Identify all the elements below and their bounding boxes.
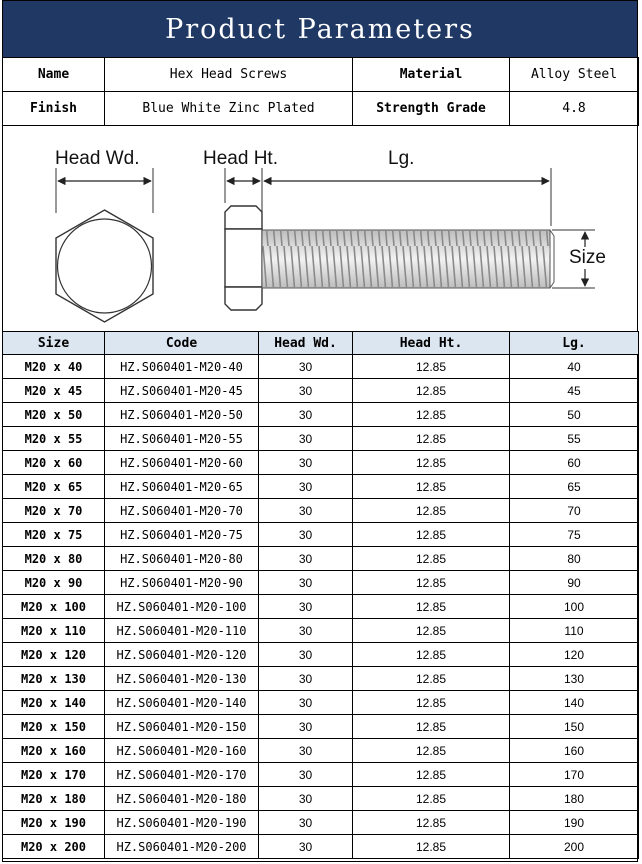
table-row bbox=[3, 547, 639, 571]
head-ht-cell: 12.85 bbox=[353, 355, 510, 379]
code-cell: HZ.S060401-M20-150 bbox=[105, 715, 259, 739]
head-wd-cell: 30 bbox=[259, 571, 353, 595]
lg-cell: 190 bbox=[510, 811, 639, 835]
bolt-side-view bbox=[225, 168, 595, 310]
head-wd-cell: 30 bbox=[259, 667, 353, 691]
code-cell: HZ.S060401-M20-110 bbox=[105, 619, 259, 643]
head-wd-cell: 30 bbox=[259, 811, 353, 835]
lg-cell: 150 bbox=[510, 715, 639, 739]
head-height-label: Head Ht. bbox=[203, 148, 278, 169]
code-cell: HZ.S060401-M20-100 bbox=[105, 595, 259, 619]
size-cell: M20 x 75 bbox=[3, 523, 105, 547]
table-row bbox=[3, 595, 639, 619]
bolt-diagram bbox=[2, 126, 638, 331]
head-wd-cell: 30 bbox=[259, 403, 353, 427]
head-wd-cell: 30 bbox=[259, 379, 353, 403]
size-cell: M20 x 55 bbox=[3, 427, 105, 451]
table-row bbox=[3, 643, 639, 667]
size-cell: M20 x 40 bbox=[3, 355, 105, 379]
lg-cell: 110 bbox=[510, 619, 639, 643]
table-row bbox=[3, 835, 639, 859]
table-row bbox=[3, 811, 639, 835]
head-wd-cell: 30 bbox=[259, 499, 353, 523]
product-info-table bbox=[2, 57, 639, 126]
lg-cell: 90 bbox=[510, 571, 639, 595]
lg-cell: 65 bbox=[510, 475, 639, 499]
head-ht-cell: 12.85 bbox=[353, 523, 510, 547]
finish-label: Finish bbox=[3, 92, 105, 126]
lg-cell: 180 bbox=[510, 787, 639, 811]
head-ht-cell: 12.85 bbox=[353, 595, 510, 619]
size-cell: M20 x 110 bbox=[3, 619, 105, 643]
head-wd-cell: 30 bbox=[259, 691, 353, 715]
lg-cell: 200 bbox=[510, 835, 639, 859]
table-row bbox=[3, 739, 639, 763]
lg-cell: 75 bbox=[510, 523, 639, 547]
size-cell: M20 x 150 bbox=[3, 715, 105, 739]
table-row bbox=[3, 787, 639, 811]
lg-cell: 45 bbox=[510, 379, 639, 403]
lg-cell: 130 bbox=[510, 667, 639, 691]
size-cell: M20 x 80 bbox=[3, 547, 105, 571]
size-cell: M20 x 70 bbox=[3, 499, 105, 523]
column-header-head-wd: Head Wd. bbox=[259, 332, 353, 355]
head-ht-cell: 12.85 bbox=[353, 403, 510, 427]
head-width-label: Head Wd. bbox=[55, 148, 140, 169]
head-ht-cell: 12.85 bbox=[353, 763, 510, 787]
code-cell: HZ.S060401-M20-190 bbox=[105, 811, 259, 835]
table-row bbox=[3, 403, 639, 427]
lg-cell: 160 bbox=[510, 739, 639, 763]
size-cell: M20 x 50 bbox=[3, 403, 105, 427]
code-cell: HZ.S060401-M20-65 bbox=[105, 475, 259, 499]
lg-cell: 50 bbox=[510, 403, 639, 427]
table-row bbox=[3, 475, 639, 499]
table-row bbox=[3, 379, 639, 403]
head-ht-cell: 12.85 bbox=[353, 571, 510, 595]
page-title: Product Parameters bbox=[165, 13, 475, 45]
code-cell: HZ.S060401-M20-40 bbox=[105, 355, 259, 379]
lg-cell: 170 bbox=[510, 763, 639, 787]
size-cell: M20 x 160 bbox=[3, 739, 105, 763]
head-ht-cell: 12.85 bbox=[353, 379, 510, 403]
head-wd-cell: 30 bbox=[259, 355, 353, 379]
head-ht-cell: 12.85 bbox=[353, 427, 510, 451]
lg-cell: 80 bbox=[510, 547, 639, 571]
lg-cell: 100 bbox=[510, 595, 639, 619]
size-cell: M20 x 190 bbox=[3, 811, 105, 835]
code-cell: HZ.S060401-M20-45 bbox=[105, 379, 259, 403]
code-cell: HZ.S060401-M20-90 bbox=[105, 571, 259, 595]
size-cell: M20 x 60 bbox=[3, 451, 105, 475]
code-cell: HZ.S060401-M20-130 bbox=[105, 667, 259, 691]
head-wd-cell: 30 bbox=[259, 739, 353, 763]
head-wd-cell: 30 bbox=[259, 715, 353, 739]
head-ht-cell: 12.85 bbox=[353, 667, 510, 691]
size-cell: M20 x 90 bbox=[3, 571, 105, 595]
table-row bbox=[3, 667, 639, 691]
code-cell: HZ.S060401-M20-75 bbox=[105, 523, 259, 547]
head-wd-cell: 30 bbox=[259, 475, 353, 499]
head-ht-cell: 12.85 bbox=[353, 499, 510, 523]
size-cell: M20 x 120 bbox=[3, 643, 105, 667]
strength-grade-label: Strength Grade bbox=[353, 92, 510, 126]
lg-cell: 140 bbox=[510, 691, 639, 715]
size-spec-table bbox=[2, 331, 639, 859]
size-cell: M20 x 130 bbox=[3, 667, 105, 691]
size-cell: M20 x 140 bbox=[3, 691, 105, 715]
head-wd-cell: 30 bbox=[259, 763, 353, 787]
head-ht-cell: 12.85 bbox=[353, 451, 510, 475]
table-row bbox=[3, 499, 639, 523]
code-cell: HZ.S060401-M20-50 bbox=[105, 403, 259, 427]
head-wd-cell: 30 bbox=[259, 427, 353, 451]
strength-grade-value: 4.8 bbox=[510, 92, 639, 126]
head-ht-cell: 12.85 bbox=[353, 715, 510, 739]
finish-value: Blue White Zinc Plated bbox=[105, 92, 353, 126]
lg-cell: 60 bbox=[510, 451, 639, 475]
code-cell: HZ.S060401-M20-70 bbox=[105, 499, 259, 523]
table-row bbox=[3, 355, 639, 379]
head-ht-cell: 12.85 bbox=[353, 787, 510, 811]
code-cell: HZ.S060401-M20-60 bbox=[105, 451, 259, 475]
size-cell: M20 x 65 bbox=[3, 475, 105, 499]
size-cell: M20 x 100 bbox=[3, 595, 105, 619]
size-label: Size bbox=[569, 247, 606, 268]
title-banner bbox=[3, 1, 637, 57]
head-ht-cell: 12.85 bbox=[353, 691, 510, 715]
code-cell: HZ.S060401-M20-160 bbox=[105, 739, 259, 763]
head-ht-cell: 12.85 bbox=[353, 619, 510, 643]
head-wd-cell: 30 bbox=[259, 619, 353, 643]
code-cell: HZ.S060401-M20-170 bbox=[105, 763, 259, 787]
code-cell: HZ.S060401-M20-80 bbox=[105, 547, 259, 571]
code-cell: HZ.S060401-M20-55 bbox=[105, 427, 259, 451]
head-ht-cell: 12.85 bbox=[353, 811, 510, 835]
head-wd-cell: 30 bbox=[259, 523, 353, 547]
lg-cell: 40 bbox=[510, 355, 639, 379]
head-ht-cell: 12.85 bbox=[353, 643, 510, 667]
head-wd-cell: 30 bbox=[259, 643, 353, 667]
size-cell: M20 x 180 bbox=[3, 787, 105, 811]
name-value: Hex Head Screws bbox=[105, 58, 353, 92]
column-header-head-ht: Head Ht. bbox=[353, 332, 510, 355]
table-row bbox=[3, 763, 639, 787]
table-header-row bbox=[3, 332, 639, 355]
table-row bbox=[3, 451, 639, 475]
table-body bbox=[3, 355, 639, 859]
size-cell: M20 x 170 bbox=[3, 763, 105, 787]
column-header-size: Size bbox=[3, 332, 105, 355]
length-label: Lg. bbox=[388, 148, 415, 169]
head-ht-cell: 12.85 bbox=[353, 739, 510, 763]
table-row bbox=[3, 571, 639, 595]
lg-cell: 55 bbox=[510, 427, 639, 451]
code-cell: HZ.S060401-M20-140 bbox=[105, 691, 259, 715]
table-row bbox=[3, 691, 639, 715]
info-row bbox=[3, 58, 639, 92]
head-ht-cell: 12.85 bbox=[353, 475, 510, 499]
material-value: Alloy Steel bbox=[510, 58, 639, 92]
table-row bbox=[3, 619, 639, 643]
lg-cell: 70 bbox=[510, 499, 639, 523]
head-wd-cell: 30 bbox=[259, 547, 353, 571]
head-ht-cell: 12.85 bbox=[353, 835, 510, 859]
table-row bbox=[3, 715, 639, 739]
head-wd-cell: 30 bbox=[259, 787, 353, 811]
head-wd-cell: 30 bbox=[259, 595, 353, 619]
size-cell: M20 x 200 bbox=[3, 835, 105, 859]
head-ht-cell: 12.85 bbox=[353, 547, 510, 571]
name-label: Name bbox=[3, 58, 105, 92]
code-cell: HZ.S060401-M20-120 bbox=[105, 643, 259, 667]
column-header-lg: Lg. bbox=[510, 332, 639, 355]
column-header-code: Code bbox=[105, 332, 259, 355]
code-cell: HZ.S060401-M20-180 bbox=[105, 787, 259, 811]
hex-end-view bbox=[56, 168, 153, 322]
head-wd-cell: 30 bbox=[259, 451, 353, 475]
code-cell: HZ.S060401-M20-200 bbox=[105, 835, 259, 859]
table-row bbox=[3, 523, 639, 547]
lg-cell: 120 bbox=[510, 643, 639, 667]
material-label: Material bbox=[353, 58, 510, 92]
info-row bbox=[3, 92, 639, 126]
head-wd-cell: 30 bbox=[259, 835, 353, 859]
size-cell: M20 x 45 bbox=[3, 379, 105, 403]
table-row bbox=[3, 427, 639, 451]
